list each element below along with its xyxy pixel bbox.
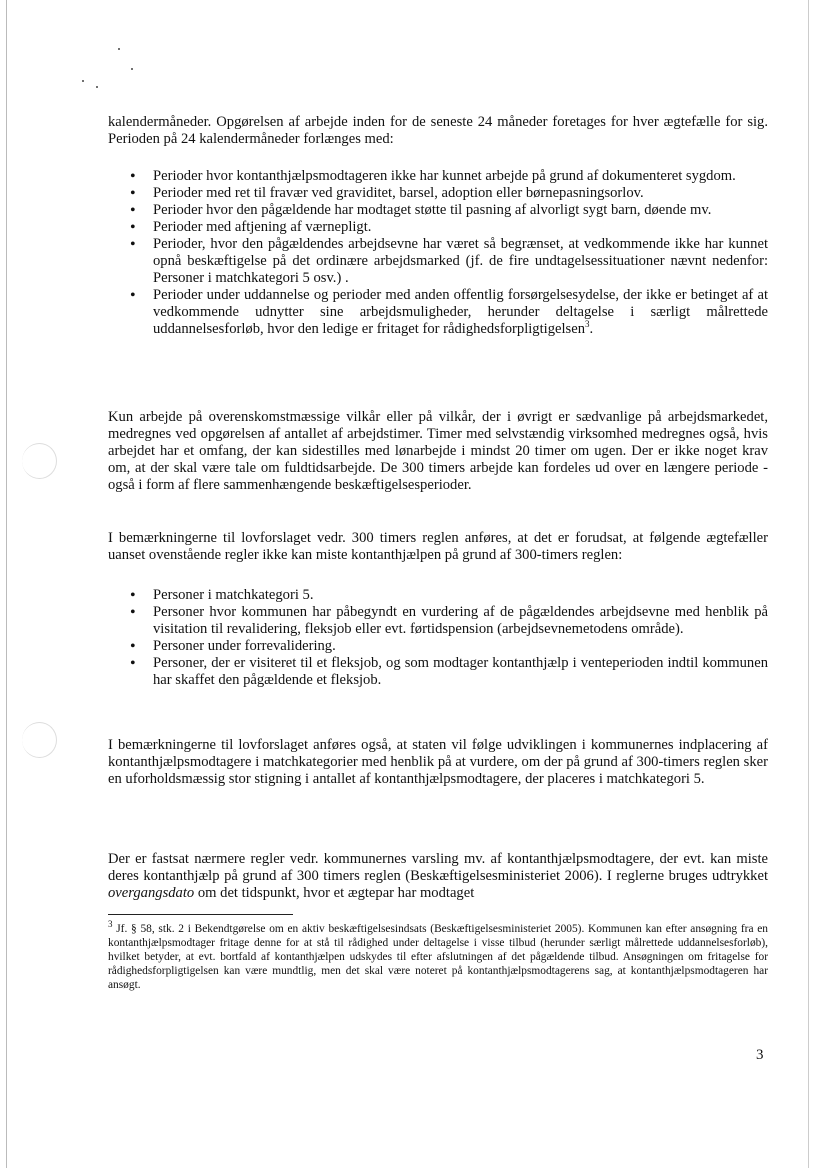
punch-hole-mark [22, 722, 57, 758]
list-item: • Perioder med ret til fravær ved graviditet, barsel, adoption eller børnepasningsorlov. [108, 185, 768, 202]
list-item: • Personer under forrevalidering. [108, 638, 768, 655]
list-item: • Personer, der er visiteret til et fleksjob, og som modtager kontanthjælp i venteperioden indtil kommunen har skaffet den pågældende et fleksjob. [108, 655, 768, 689]
list-item: • Perioder med aftjening af værnepligt. [108, 219, 768, 236]
footnote: $^3$ Jf. § 58, stk. 2 i Bekendtgørelse om en aktiv beskæftigelsesindsats (Beskæftigelsesministeriet 2005). Kommunen kan efter ansøgning fra en kontanthjælpsmodtager fritage denne for at stå til rådighed under deltagelse i visse tilbud (herunder særligt målrettede uddannelsesforløb), hvilket betyder, at evt. bortfald af kontanthjælpen udskydes til efter afslutningen af det pågældende tilbud. Ansøgningen om fritagelse for rådighedsforpligtigelsen kan være mundtlig, men det skal være noteret på kontanthjælpsmodtagerens sag, at kontanthjælpsmodtageren har ansøgt. [108, 919, 768, 991]
scan-speck [118, 48, 120, 50]
exemptions-list [108, 587, 768, 689]
scan-speck [96, 86, 98, 88]
scan-speck [131, 68, 133, 70]
list-item: • Perioder under uddannelse og perioder med anden offentlig forsørgelsesydelse, der ikke er betinget af at vedkommende udnytter sine arbejdsmuligheder, herunder deltagelse i særligt målrettede uddannelsesforløb, hvor den ledige er fritaget for rådighedsforpligtigelsen$^3$. [108, 287, 768, 338]
footnote-number: 3 [108, 919, 113, 930]
paragraph-notification-rules: Der er fastsat nærmere regler vedr. kommunernes varsling mv. af kontanthjælpsmodtagere, der evt. kan miste deres kontanthjælp på grund af 300 timers reglen (Beskæftigelsesministeriet 2006). I reglerne bruges udtrykket overgangsdato om det tidspunkt, hvor et ægtepar har modtaget [108, 851, 768, 901]
list-item: • Personer i matchkategori 5. [108, 587, 768, 604]
page-number: 3 [756, 1047, 764, 1063]
paragraph-state-monitoring: I bemærkningerne til lovforslaget anføres også, at staten vil følge udviklingen i kommunernes indplacering af kontanthjælpsmodtagere i matchkategorier med henblik på at vurdere, om der på grund af 300-timers reglen sker en uforholdsmæssig stor stigning i antallet af kontanthjælpsmodtagere, der placeres i matchkategori 5. [108, 737, 768, 787]
extension-periods-list [108, 168, 768, 338]
footnote-divider [108, 914, 293, 915]
scan-speck [82, 80, 84, 82]
list-item: • Personer hvor kommunen har påbegyndt en vurdering af de pågældendes arbejdsevne med henblik på visitation til revalidering, fleksjob eller evt. førtidspension (arbejdsevnemetodens område). [108, 604, 768, 638]
list-item: • Perioder, hvor den pågældendes arbejdsevne har været så begrænset, at vedkommende ikke har kunnet opnå beskæftigelse på det ordinære arbejdsmarked (jf. de fire undtagelsessituationer nævnt nedenfor: Personer i matchkategori 5 osv.) . [108, 236, 768, 287]
punch-hole-mark [22, 443, 57, 479]
list-item: • Perioder hvor kontanthjælpsmodtageren ikke har kunnet arbejde på grund af dokumenteret sygdom. [108, 168, 768, 185]
paragraph-work-hours: Kun arbejde på overenskomstmæssige vilkår eller på vilkår, der i øvrigt er sædvanlige på arbejdsmarkedet, medregnes ved opgørelsen af antallet af arbejdstimer. Timer med selvstændig virksomhed medregnes også, hvis arbejdet har et omfang, der kan sidestilles med lønarbejde i mindst 20 timer om ugen. Der er ikke noget krav om, at der skal være tale om fuldtidsarbejde. De 300 timers arbejde kan fordeles ud over en længere periode - også i form af flere sammenhængende beskæftigelsesperioder. [108, 409, 768, 493]
intro-paragraph: kalendermåneder. Opgørelsen af arbejde inden for de seneste 24 måneder foretages for hver ægtefælle for sig. Perioden på 24 kalendermåneder forlænges med: [108, 114, 768, 147]
list-item: • Perioder hvor den pågældende har modtaget støtte til pasning af alvorligt sygt barn, døende mv. [108, 202, 768, 219]
scan-edge-left [6, 0, 7, 1168]
paragraph-exemptions-intro: I bemærkningerne til lovforslaget vedr. 300 timers reglen anføres, at det er forudsat, at følgende ægtefæller uanset ovenstående regler ikke kan miste kontanthjælpen på grund af 300-timers reglen: [108, 530, 768, 563]
scan-edge-right [808, 0, 809, 1168]
footnote-reference[interactable]: 3 [585, 319, 590, 330]
